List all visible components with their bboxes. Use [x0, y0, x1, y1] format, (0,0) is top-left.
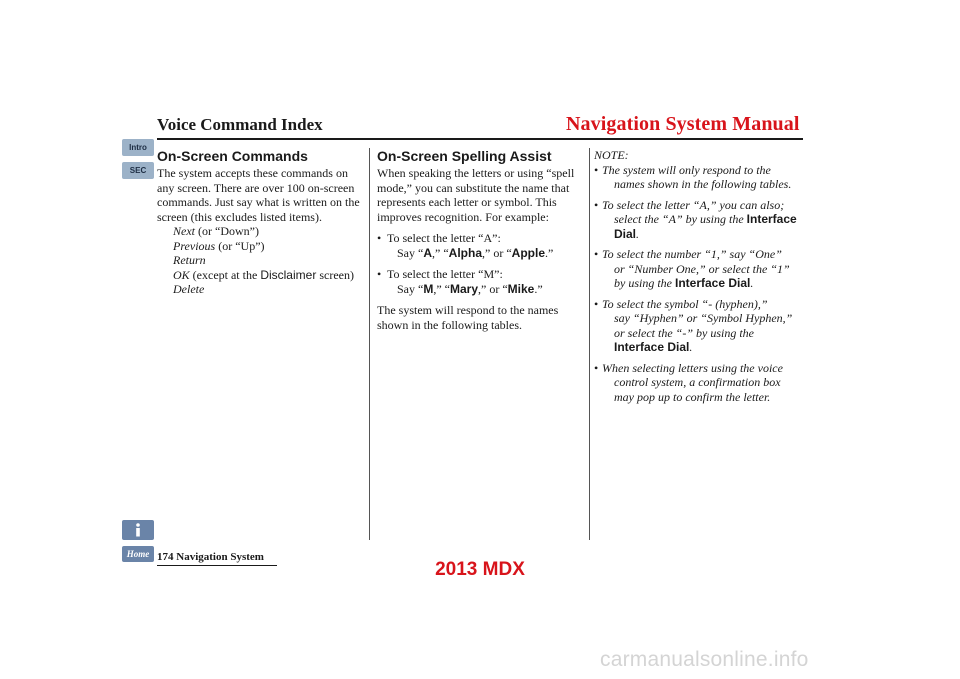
section-heading: On-Screen Commands [157, 148, 308, 164]
watermark: carmanualsonline.info [600, 648, 809, 671]
section-body: The system accepts these commands on any screen. There are over 100 on-screen commands. Just say what is written on the screen (this excludes listed items). [157, 166, 360, 224]
page-footer [157, 551, 264, 563]
manual-title-link[interactable]: Navigation System Manual [566, 113, 800, 135]
list-item: • To select the letter “A”: Say “A,” “Alpha,” or “Apple.” [377, 231, 582, 260]
list-item: OK (except at the Disclaimer screen) [173, 267, 354, 282]
section-body: The system will respond to the names shown in the following tables. [377, 303, 559, 332]
list-item: Delete [173, 282, 205, 296]
footer-divider [157, 565, 277, 566]
list-item: • To select the symbol “- (hyphen),” say “Hyphen” or “Symbol Hyphen,” or select the “-” by using the Interface Dial. [594, 297, 809, 355]
list-item: • The system will only respond to the names shown in the following tables. [594, 163, 809, 192]
header-divider [157, 138, 803, 140]
footer-section: Navigation System [176, 551, 264, 563]
section-body: When speaking the letters or using “spell mode,” you can substitute the name that represents each letter or symbol. This improves recognition. For example: [377, 166, 575, 224]
command-list [157, 224, 362, 297]
info-icon[interactable] [122, 520, 154, 540]
notes-section [594, 148, 809, 410]
list-item: • To select the letter “M”: Say “M,” “Mary,” or “Mike.” [377, 267, 582, 296]
list-item: • When selecting letters using the voice control system, a confirmation box may pop up to confirm the letter. [594, 361, 809, 405]
list-item: Return [173, 253, 206, 267]
onscreen-commands-section [157, 148, 362, 297]
page-number: 174 [157, 551, 174, 563]
list-item: Previous (or “Up”) [173, 238, 265, 253]
intro-button[interactable]: Intro [122, 139, 154, 156]
column-divider [369, 148, 370, 540]
spelling-assist-section [377, 148, 582, 332]
note-title: NOTE: [594, 148, 629, 162]
sec-button[interactable]: SEC [122, 162, 154, 179]
page-section-title: Voice Command Index [157, 115, 323, 134]
home-button[interactable]: Home [122, 546, 154, 562]
list-item: Next (or “Down”) [173, 224, 259, 238]
section-heading: On-Screen Spelling Assist [377, 148, 552, 164]
list-item: • To select the number “1,” say “One” or “Number One,” or select the “1” by using the Interface Dial. [594, 247, 809, 291]
model-label: 2013 MDX [435, 559, 525, 580]
list-item: • To select the letter “A,” you can also; select the “A” by using the Interface Dial. [594, 198, 809, 242]
column-divider [589, 148, 590, 540]
